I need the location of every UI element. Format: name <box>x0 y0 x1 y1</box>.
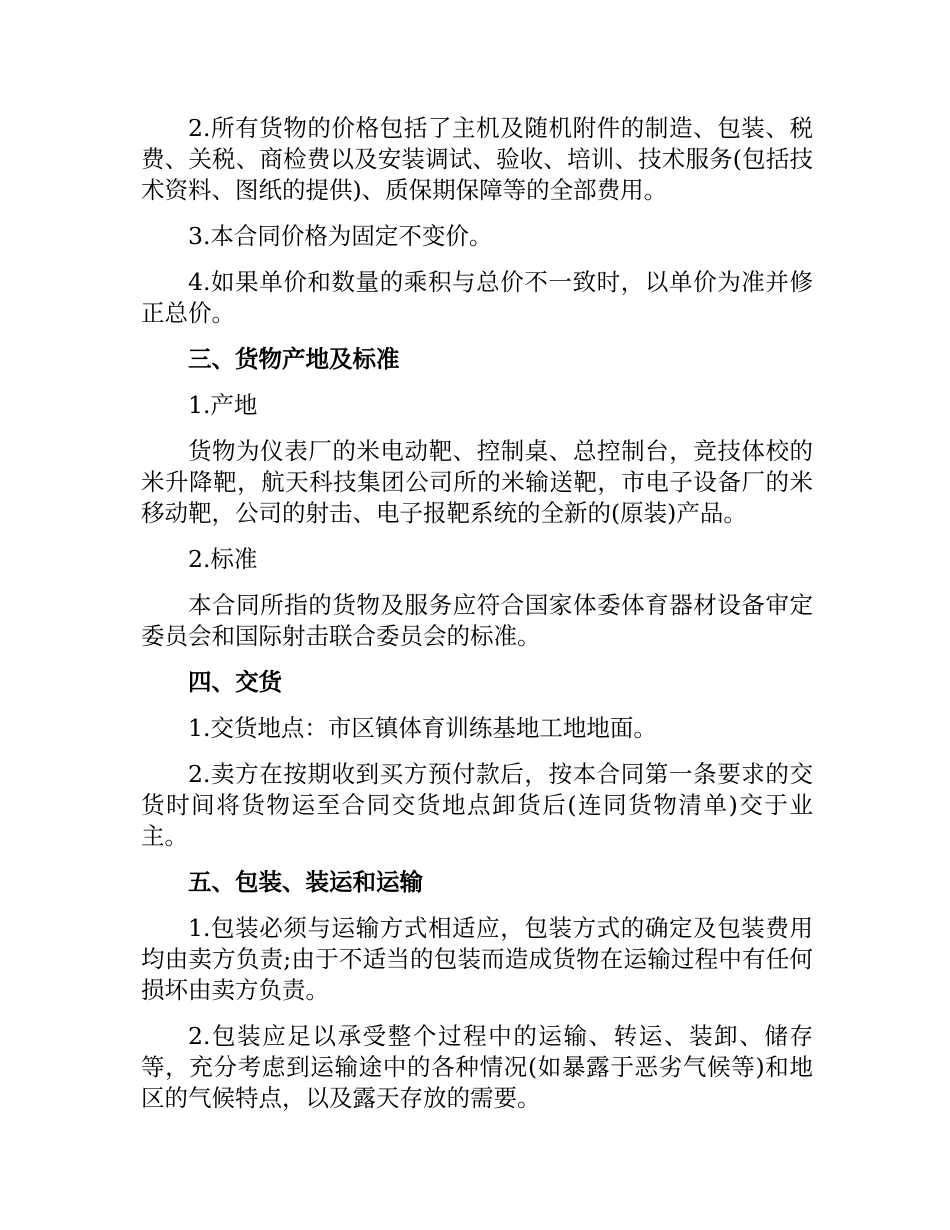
clause-delivery-time: 2.卖方在按期收到买方预付款后，按本合同第一条要求的交货时间将货物运至合同交货地点卸货后(连同货物清单)交于业主。 <box>141 760 813 850</box>
clause-packing-protection: 2.包装应足以承受整个过程中的运输、转运、装卸、储存等，充分考虑到运输途中的各种情况(如暴露于恶劣气候等)和地区的气候特点，以及露天存放的需要。 <box>141 1022 813 1112</box>
clause-unit-price-rule: 4.如果单价和数量的乘积与总价不一致时，以单价为准并修正总价。 <box>141 268 813 327</box>
clause-origin-title: 1.产地 <box>188 391 258 419</box>
section-heading-origin-standard: 三、货物产地及标准 <box>188 345 400 373</box>
document-body <box>141 113 813 1129</box>
clause-origin-body: 货物为仪表厂的米电动靶、控制桌、总控制台，竞技体校的米升降靶，航天科技集团公司所的米输送靶，市电子设备厂的米移动靶，公司的射击、电子报靶系统的全新的(原装)产品。 <box>141 437 813 527</box>
clause-packing-method: 1.包装必须与运输方式相适应，包装方式的确定及包装费用均由卖方负责;由于不适当的包装而造成货物在运输过程中有任何损坏由卖方负责。 <box>141 914 813 1004</box>
clause-standard-title: 2.标准 <box>188 545 258 573</box>
section-heading-packing-shipping: 五、包装、装运和运输 <box>188 868 423 896</box>
clause-price-includes: 2.所有货物的价格包括了主机及随机附件的制造、包装、税费、关税、商检费以及安装调试、验收、培训、技术服务(包括技术资料、图纸的提供)、质保期保障等的全部费用。 <box>141 114 813 204</box>
clause-delivery-location: 1.交货地点：市区镇体育训练基地工地地面。 <box>188 714 657 742</box>
section-heading-delivery: 四、交货 <box>188 668 282 696</box>
clause-fixed-price: 3.本合同价格为固定不变价。 <box>188 222 493 250</box>
clause-standard-body: 本合同所指的货物及服务应符合国家体委体育器材设备审定委员会和国际射击联合委员会的标准。 <box>141 591 813 650</box>
